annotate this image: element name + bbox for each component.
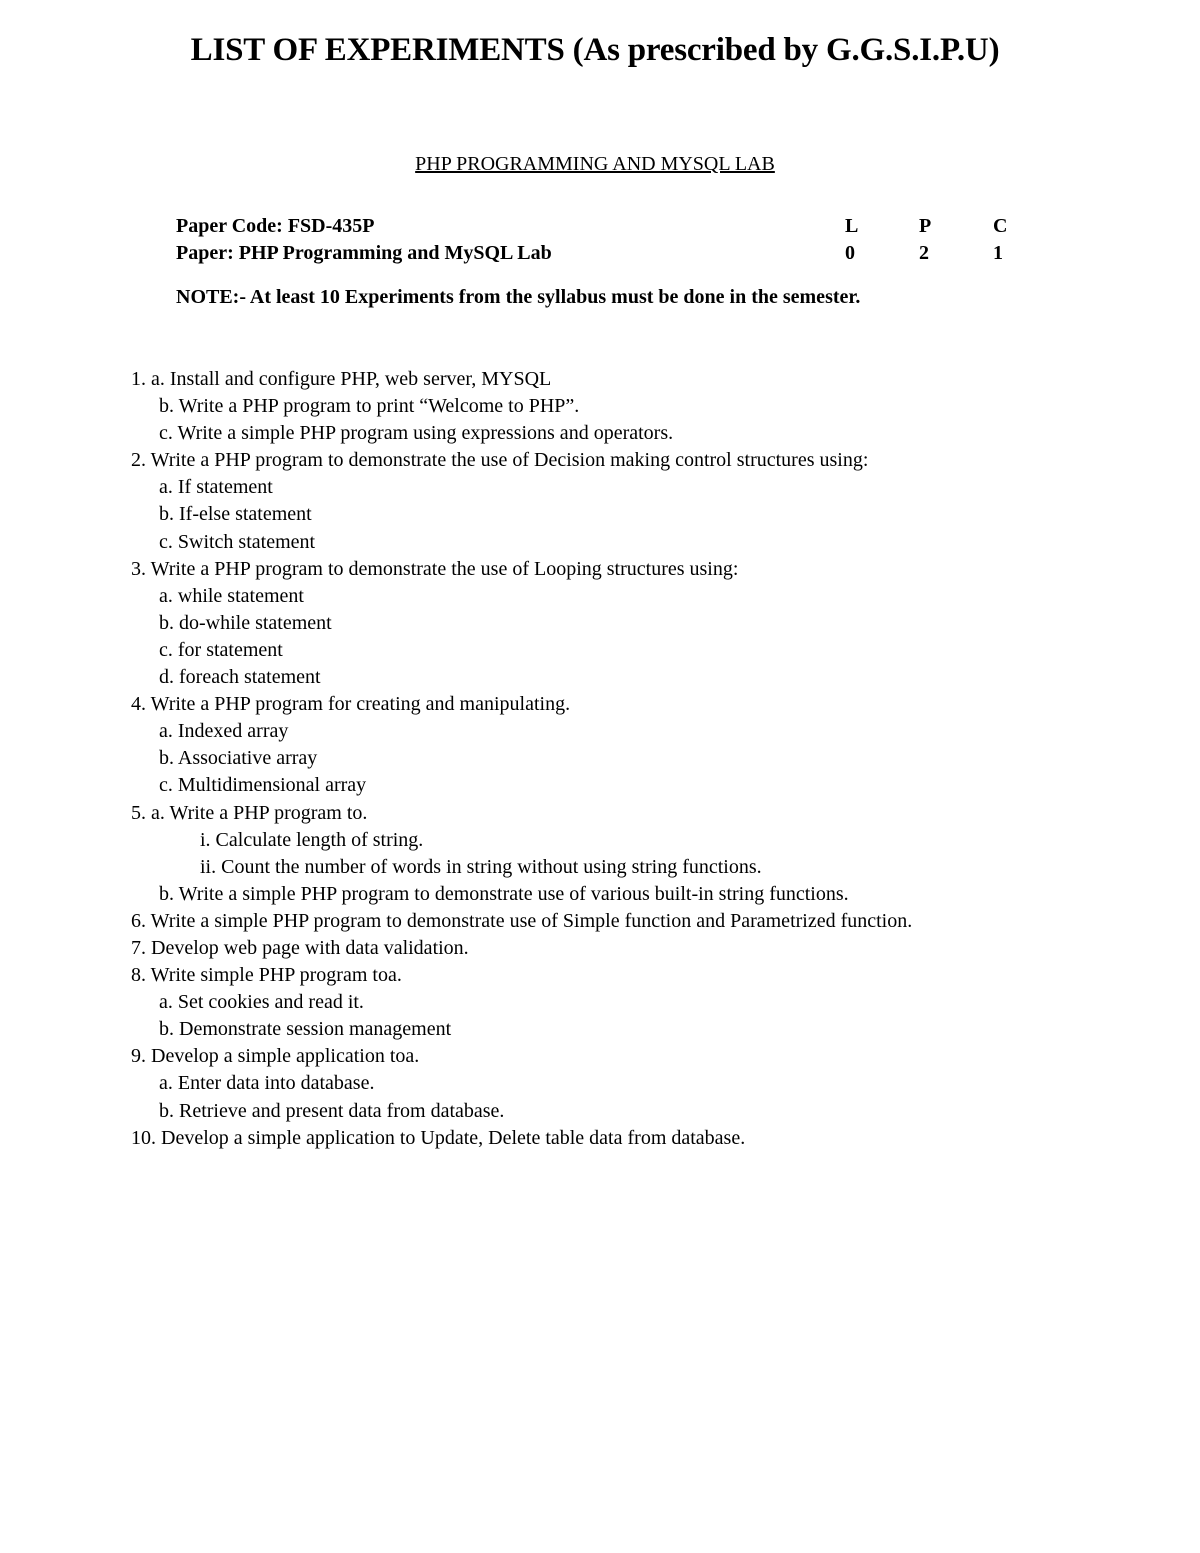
list-item: ii. Count the number of words in string without using string functions.: [200, 855, 762, 878]
list-item: c. for statement: [159, 638, 283, 661]
list-item: 8. Write simple PHP program toa.: [131, 964, 402, 987]
list-item: a. Set cookies and read it.: [159, 991, 364, 1014]
list-item: c. Switch statement: [159, 530, 316, 553]
paper-code-row: [176, 215, 1066, 242]
list-item: 2. Write a PHP program to demonstrate the use of Decision making control structures using:: [131, 449, 869, 472]
list-item: 1. a. Install and configure PHP, web server, MYSQL: [131, 368, 552, 390]
list-item: d. foreach statement: [159, 666, 321, 689]
header-c: C: [993, 215, 1008, 237]
list-item: i. Calculate length of string.: [200, 828, 424, 851]
list-item: a. Enter data into database.: [159, 1072, 375, 1095]
header-p: P: [919, 215, 932, 237]
lab-title: PHP PROGRAMMING AND MYSQL LAB: [415, 153, 775, 175]
experiment-list: [131, 366, 912, 1152]
header-l: L: [845, 215, 859, 237]
list-item: 6. Write a simple PHP program to demonstrate use of Simple function and Parametrized function.: [131, 909, 913, 932]
paper-code: Paper Code: FSD-435P: [176, 215, 375, 237]
list-item: 3. Write a PHP program to demonstrate the use of Looping structures using:: [131, 557, 739, 580]
list-item: 7. Develop web page with data validation.: [131, 936, 469, 959]
note: NOTE:- At least 10 Experiments from the syllabus must be done in the semester.: [176, 286, 861, 308]
list-item: a. If statement: [159, 476, 273, 499]
list-item: c. Multidimensional array: [159, 774, 367, 797]
list-item: b. Demonstrate session management: [159, 1018, 452, 1041]
value-p: 2: [919, 242, 929, 264]
list-item: b. Write a PHP program to print “Welcome to PHP”.: [159, 395, 580, 418]
list-item: 4. Write a PHP program for creating and manipulating.: [131, 693, 571, 716]
paper-name-row: [176, 242, 1066, 269]
list-item: a. Indexed array: [159, 720, 289, 743]
list-item: a. while statement: [159, 584, 304, 607]
page-title: LIST OF EXPERIMENTS (As prescribed by G.G.S.I.P.U): [190, 32, 1000, 68]
paper-name: Paper: PHP Programming and MySQL Lab: [176, 242, 552, 264]
list-item: 5. a. Write a PHP program to.: [131, 801, 368, 824]
list-item: b. Associative array: [159, 747, 318, 770]
value-l: 0: [845, 242, 855, 264]
list-item: 9. Develop a simple application toa.: [131, 1045, 420, 1068]
list-item: b. If-else statement: [159, 503, 312, 526]
list-item: c. Write a simple PHP program using expressions and operators.: [159, 422, 674, 445]
list-item: b. Retrieve and present data from database.: [159, 1099, 505, 1122]
value-c: 1: [993, 242, 1003, 264]
list-item: b. Write a simple PHP program to demonstrate use of various built-in string functions.: [159, 882, 849, 905]
list-item: b. do-while statement: [159, 611, 332, 634]
paper-info-table: [176, 215, 1066, 269]
list-item: 10. Develop a simple application to Update, Delete table data from database.: [131, 1126, 746, 1149]
